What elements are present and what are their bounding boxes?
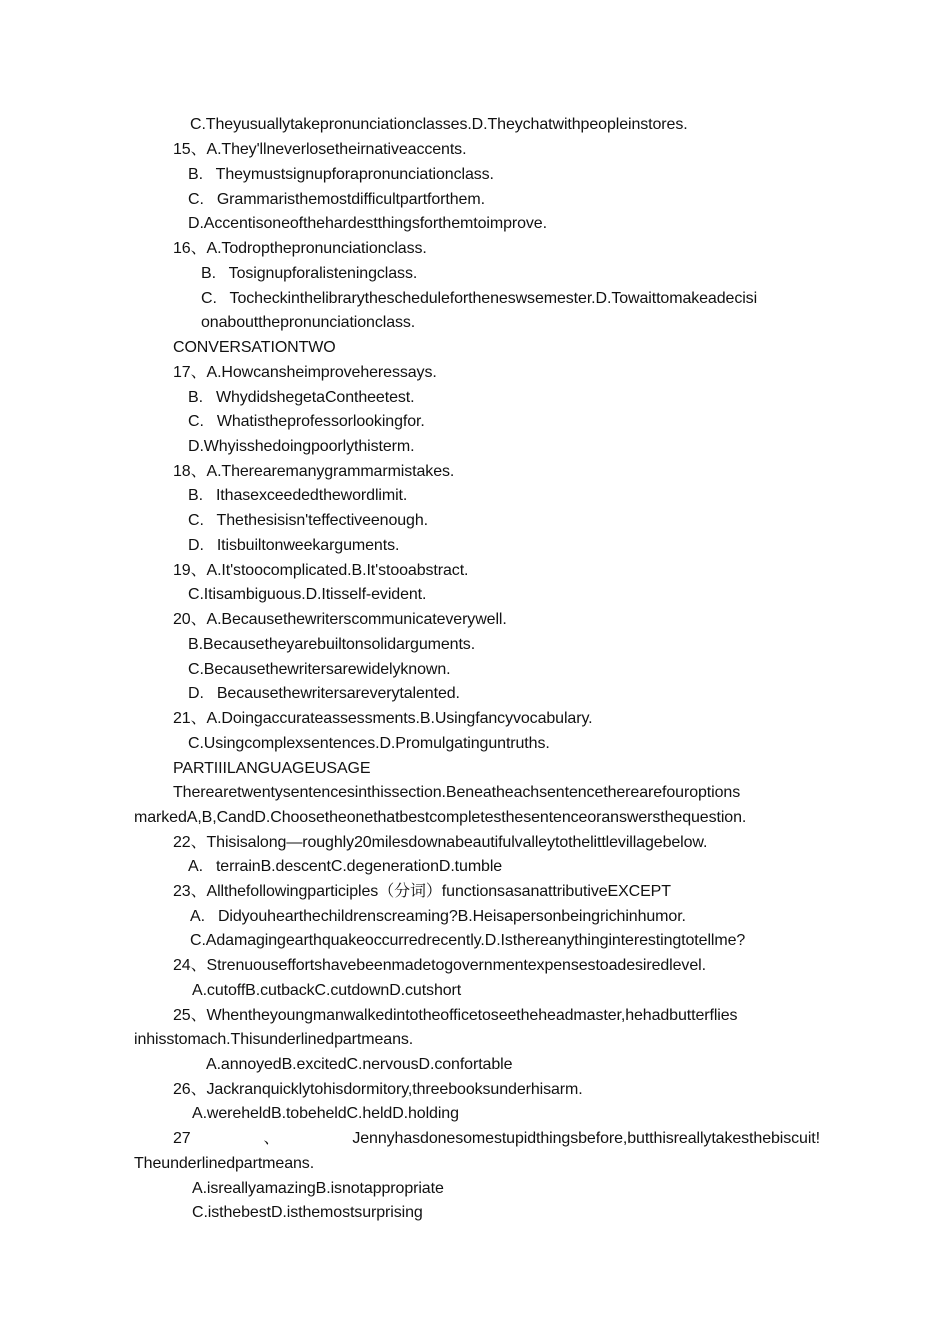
question-27 <box>173 1129 820 1149</box>
question-20: 20、A.Becausethewriterscommunicateverywell. <box>173 611 507 628</box>
question-27-separator: 、 <box>263 1130 280 1147</box>
option-23-ab: A. Didyouhearthechildrenscreaming?B.Heisapersonbeingrichinhumor. <box>190 908 686 925</box>
option-20-d: D. Becausethewritersareverytalented. <box>188 685 460 702</box>
question-25: 25、Whentheyoungmanwalkedintotheofficetoseetheheadmaster,hehadbutterflies <box>173 1007 738 1024</box>
option-18-d: D. Itisbuiltonweekarguments. <box>188 537 400 554</box>
option-22: A. terrainB.descentC.degenerationD.tumble <box>188 858 503 875</box>
question-16: 16、A.Todropthepronunciationclass. <box>173 240 427 257</box>
question-27-cont: Theunderlinedpartmeans. <box>134 1155 315 1172</box>
option-line-14-cd: C.Theyusuallytakepronunciationclasses.D.Theychatwithpeopleinstores. <box>190 116 688 133</box>
question-21: 21、A.Doingaccurateassessments.B.Usingfancyvocabulary. <box>173 710 593 727</box>
question-25-cont: inhisstomach.Thisunderlinedpartmeans. <box>134 1031 414 1048</box>
option-20-b: B.Becausetheyarebuiltonsolidarguments. <box>188 636 476 653</box>
option-23-cd: C.Adamagingearthquakeoccurredrecently.D.Isthereanythinginterestingtotellme? <box>190 932 746 949</box>
option-15-c: C. Grammaristhemostdifficultpartforthem. <box>188 191 485 208</box>
option-24: A.cutoffB.cutbackC.cutdownD.cutshort <box>192 982 462 999</box>
option-15-d: D.Accentisoneofthehardestthingsforthemtoimprove. <box>188 215 547 232</box>
question-23: 23、Allthefollowingparticiples（分词）functionsasanattributiveEXCEPT <box>173 883 671 900</box>
option-17-c: C. Whatistheprofessorlookingfor. <box>188 413 425 430</box>
question-19: 19、A.It'stoocomplicated.B.It'stooabstract. <box>173 562 469 579</box>
question-22: 22、Thisisalong—roughly20milesdownabeautifulvalleytothelittlevillagebelow. <box>173 834 708 851</box>
option-16-d-cont: onaboutthepronunciationclass. <box>201 314 416 331</box>
option-27-ab: A.isreallyamazingB.isnotappropriate <box>192 1180 444 1197</box>
question-18: 18、A.Therearemanygrammarmistakes. <box>173 463 455 480</box>
option-21-cd: C.Usingcomplexsentences.D.Promulgatinguntruths. <box>188 735 550 752</box>
option-27-cd: C.isthebestD.isthemostsurprising <box>192 1204 423 1221</box>
option-25: A.annoyedB.excitedC.nervousD.confortable <box>206 1056 513 1073</box>
option-26: A.wereheldB.tobeheldC.heldD.holding <box>192 1105 459 1122</box>
section-heading-conversation-two: CONVERSATIONTWO <box>173 339 336 356</box>
instructions-line-2: markedA,B,CandD.Choosetheonethatbestcompletesthesentenceoranswersthequestion. <box>134 809 747 826</box>
option-20-c: C.Becausethewritersarewidelyknown. <box>188 661 451 678</box>
option-16-b: B. Tosignupforalisteningclass. <box>201 265 418 282</box>
option-18-b: B. Ithasexceededthewordlimit. <box>188 487 408 504</box>
instructions-line-1: Therearetwentysentencesinthissection.Beneatheachsentencetherearefouroptions <box>173 784 741 801</box>
option-16-cd: C. Tocheckinthelibrarytheschedulefortheneswsemester.D.Towaittomakeadecisi <box>201 290 758 307</box>
option-17-d: D.Whyisshedoingpoorlythisterm. <box>188 438 415 455</box>
question-17: 17、A.Howcansheimproveheressays. <box>173 364 437 381</box>
question-27-number: 27 <box>173 1130 191 1147</box>
section-heading-part-iii: PARTIIILANGUAGEUSAGE <box>173 760 371 777</box>
question-24: 24、Strenuouseffortshavebeenmadetogovernmentexpensestoadesiredlevel. <box>173 957 706 974</box>
option-17-b: B. WhydidshegetaContheetest. <box>188 389 415 406</box>
question-27-text: Jennyhasdonesomestupidthingsbefore,butthisreallytakesthebiscuit! <box>352 1130 820 1147</box>
option-15-b: B. Theymustsignupforapronunciationclass. <box>188 166 494 183</box>
option-18-c: C. Thethesisisn'teffectiveenough. <box>188 512 429 529</box>
question-26: 26、Jackranquicklytohisdormitory,threebooksunderhisarm. <box>173 1081 583 1098</box>
question-15: 15、A.They'llneverlosetheirnativeaccents. <box>173 141 467 158</box>
option-19-cd: C.Itisambiguous.D.Itisself-evident. <box>188 586 427 603</box>
